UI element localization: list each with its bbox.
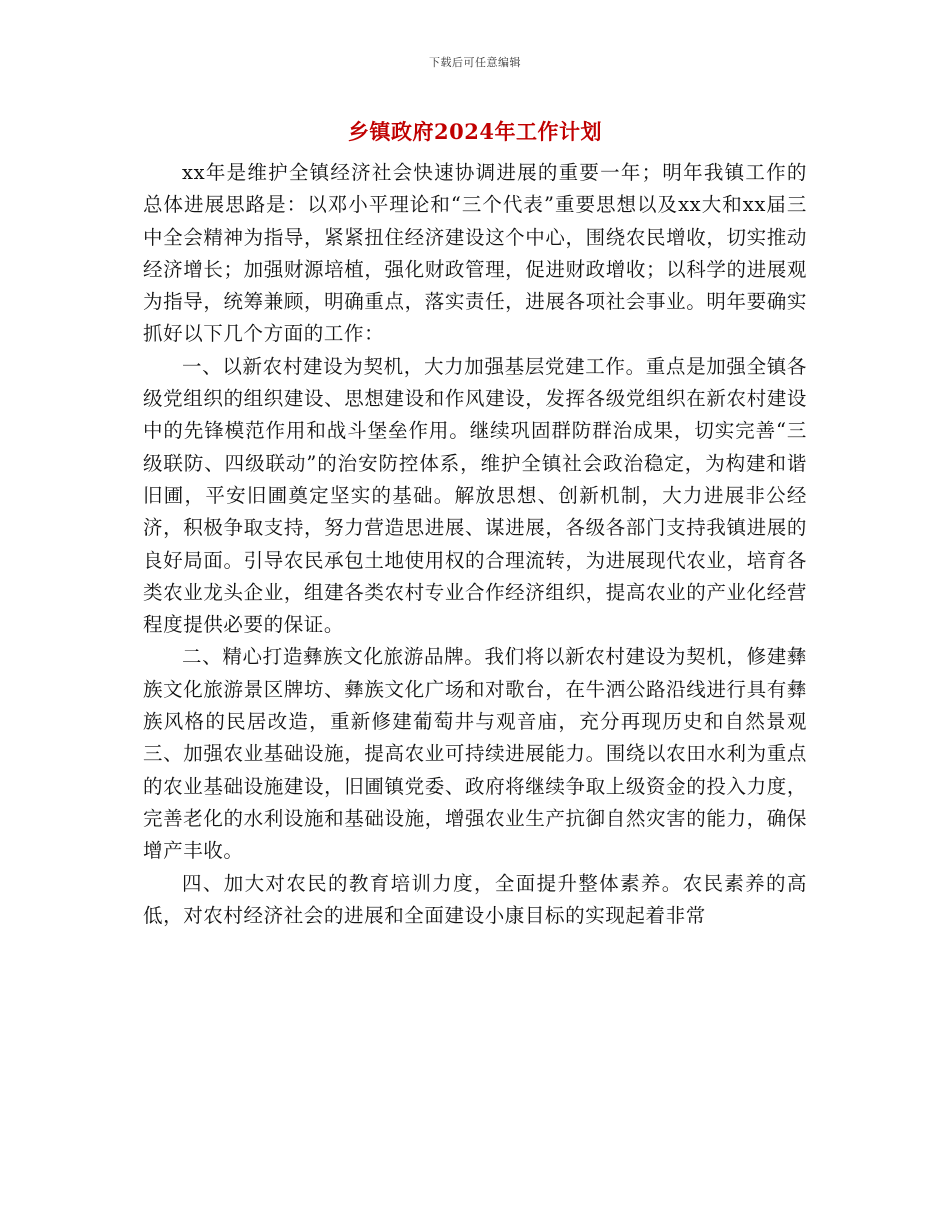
page-header-note: 下载后可任意编辑 (429, 56, 521, 69)
paragraph-section-4: 四、加大对农民的教育培训力度，全面提升整体素养。农民素养的高低，对农村经济社会的进展和全面建设小康目标的实现起着非常 (143, 871, 807, 927)
paragraph-intro: xx年是维护全镇经济社会快速协调进展的重要一年；明年我镇工作的总体进展思路是：以邓小平理论和“三个代表”重要思想以及xx大和xx届三中全会精神为指导，紧紧扭住经济建设这个中心，围绕农民增收，切实推动经济增长；加强财源培植，强化财政管理，促进财政增收；以科学的进展观为指导，统筹兼顾，明确重点，落实责任，进展各项社会事业。明年要确实抓好以下几个方面的工作： (143, 161, 807, 346)
document-title: 乡镇政府2024年工作计划 (348, 119, 602, 144)
document-body (143, 157, 807, 932)
paragraph-section-1: 一、以新农村建设为契机，大力加强基层党建工作。重点是加强全镇各级党组织的组织建设、思想建设和作风建设，发挥各级党组织在新农村建设中的先锋模范作用和战斗堡垒作用。继续巩固群防群治成果，切实完善“三级联防、四级联动”的治安防控体系，维护全镇社会政治稳定，为构建和谐旧圃，平安旧圃奠定坚实的基础。解放思想、创新机制，大力进展非公经济，积极争取支持，努力营造思进展、谋进展，各级各部门支持我镇进展的良好局面。引导农民承包土地使用权的合理流转，为进展现代农业，培育各类农业龙头企业，组建各类农村专业合作经济组织，提高农业的产业化经营程度提供必要的保证。 (143, 354, 807, 637)
paragraph-section-2: 二、精心打造彝族文化旅游品牌。我们将以新农村建设为契机，修建彝族文化旅游景区牌坊、彝族文化广场和对歌台，在牛洒公路沿线进行具有彝族风格的民居改造，重新修建葡萄井与观音庙，充分再现历史和自然景观三、加强农业基础设施，提高农业可持续进展能力。围绕以农田水利为重点的农业基础设施建设，旧圃镇党委、政府将继续争取上级资金的投入力度，完善老化的水利设施和基础设施，增强农业生产抗御自然灾害的能力，确保增产丰收。 (143, 645, 807, 863)
